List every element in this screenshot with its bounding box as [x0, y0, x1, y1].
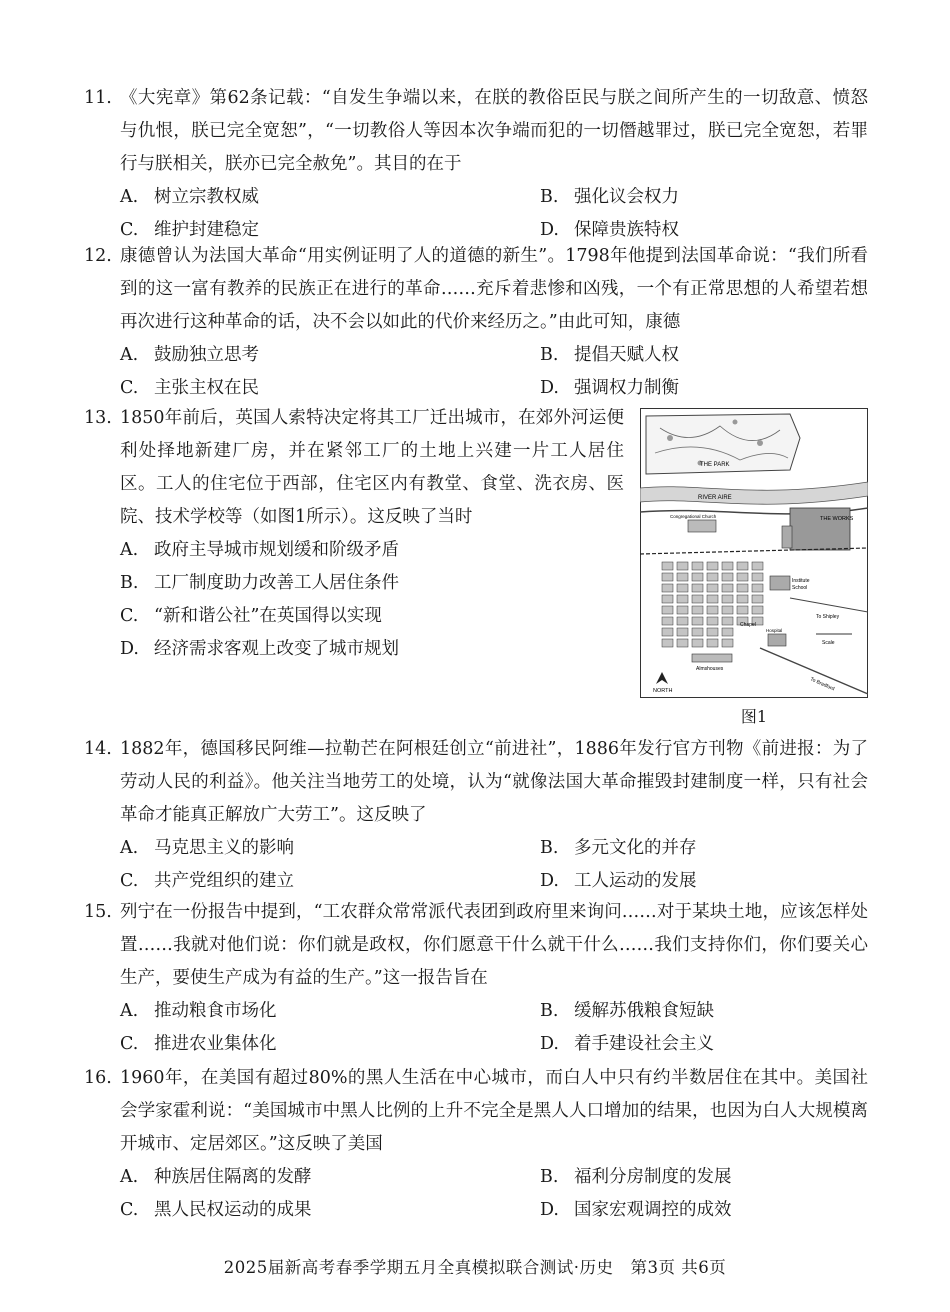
question-12	[84, 240, 868, 405]
church-label: Congregational Church	[670, 514, 717, 519]
housing-block	[752, 606, 763, 614]
option-b[interactable]: B. 缓解苏俄粮食短缺	[540, 1001, 714, 1021]
housing-block	[692, 562, 703, 570]
housing-block	[662, 573, 673, 581]
shipley-label: To Shipley	[816, 614, 840, 620]
housing-block	[692, 617, 703, 625]
almshouses-label: Almshouses	[696, 666, 724, 672]
options	[120, 534, 624, 666]
question-13	[84, 402, 624, 666]
housing-block	[662, 617, 673, 625]
option-b[interactable]: B. 提倡天赋人权	[540, 345, 679, 365]
question-stem: 列宁在一份报告中提到，“工农群众常常派代表团到政府里来询问……对于某块土地，应该怎样处置……我就对他们说：你们就是政权，你们愿意干什么就干什么……我们支持你们，你们要关心生产，要使生产成为有益的生产。”这一报告旨在	[120, 902, 868, 988]
housing-block	[662, 584, 673, 592]
housing-block	[692, 595, 703, 603]
option-d[interactable]: D. 国家宏观调控的成效	[540, 1200, 732, 1220]
question-stem: 1882年，德国移民阿维—拉勒芒在阿根廷创立“前进社”，1886年发行官方刊物《前进报：为了劳动人民的利益》。他关注当地劳工的处境，认为“就像法国大革命摧毁封建制度一样，只有社会革命才能真正解放广大劳工”。这反映了	[120, 739, 868, 825]
housing-block	[662, 562, 673, 570]
option-c[interactable]: C. 共产党组织的建立	[120, 871, 294, 891]
option-a[interactable]: A. 种族居住隔离的发酵	[120, 1167, 312, 1187]
option-c[interactable]: C. 主张主权在民	[120, 378, 259, 398]
park-area	[646, 414, 800, 474]
housing-block	[707, 573, 718, 581]
housing-block	[692, 584, 703, 592]
housing-block	[722, 584, 733, 592]
school-label: School	[792, 585, 808, 591]
housing-block	[737, 595, 748, 603]
option-c[interactable]: C. 推进农业集体化	[120, 1034, 277, 1054]
housing-block	[707, 617, 718, 625]
housing-block	[722, 573, 733, 581]
housing-block	[722, 639, 733, 647]
housing-block	[677, 628, 688, 636]
housing-block	[677, 562, 688, 570]
park-label: THE PARK	[700, 462, 730, 468]
option-a[interactable]: A. 推动粮食市场化	[120, 1001, 277, 1021]
bradford-label: To Bradford	[809, 676, 836, 693]
options	[120, 832, 868, 898]
option-c[interactable]: C. “新和谐公社”在英国得以实现	[120, 606, 382, 626]
institute-label: Institute	[792, 578, 810, 584]
works-area	[782, 508, 854, 550]
options	[120, 339, 868, 405]
question-stem: 康德曾认为法国大革命“用实例证明了人的道德的新生”。1798年他提到法国革命说：“我们所看到的这一富有教养的民族正在进行的革命……充斥着悲惨和凶残，一个有正常思想的人希望若想再次进行这种革命的话，决不会以如此的代价来经历之。”由此可知，康德	[120, 246, 868, 332]
housing-block	[677, 617, 688, 625]
housing-block	[677, 595, 688, 603]
question-number: 15.	[84, 902, 112, 922]
housing-block	[722, 628, 733, 636]
housing-block	[707, 606, 718, 614]
question-16	[84, 1062, 868, 1227]
option-b[interactable]: B. 多元文化的并存	[540, 838, 697, 858]
housing-block	[752, 595, 763, 603]
housing-block	[752, 562, 763, 570]
river-label: RIVER AIRE	[698, 495, 732, 501]
hospital-label: Hospital	[766, 628, 783, 633]
option-a[interactable]: A. 政府主导城市规划缓和阶级矛盾	[120, 540, 399, 560]
figure-caption: 图1	[740, 707, 768, 726]
almshouses-building	[692, 654, 732, 662]
options	[120, 995, 868, 1061]
housing-block	[677, 573, 688, 581]
option-d[interactable]: D. 强调权力制衡	[540, 378, 679, 398]
housing-block	[677, 606, 688, 614]
housing-block	[692, 573, 703, 581]
housing-block	[707, 628, 718, 636]
option-a[interactable]: A. 马克思主义的影响	[120, 838, 294, 858]
housing-block	[662, 595, 673, 603]
housing-block	[722, 606, 733, 614]
housing-block	[722, 617, 733, 625]
housing-block	[737, 573, 748, 581]
question-15	[84, 896, 868, 1061]
option-c[interactable]: C. 维护封建稳定	[120, 220, 259, 240]
works-label: THE WORKS	[820, 516, 854, 522]
option-c[interactable]: C. 黑人民权运动的成果	[120, 1200, 312, 1220]
option-d[interactable]: D. 保障贵族特权	[540, 220, 679, 240]
page-footer: 2025届新高考春季学期五月全真模拟联合测试·历史 第3页 共6页	[223, 1258, 727, 1277]
option-d[interactable]: D. 经济需求客观上改变了城市规划	[120, 639, 399, 659]
housing-block	[662, 639, 673, 647]
housing-block	[677, 639, 688, 647]
option-d[interactable]: D. 工人运动的发展	[540, 871, 697, 891]
housing-block	[737, 584, 748, 592]
question-stem: 1960年，在美国有超过80%的黑人生活在中心城市，而白人中只有约半数居住在其中。美国社会学家霍利说：“美国城市中黑人比例的上升不完全是黑人人口增加的结果，也因为白人大规模离开城市、定居郊区。”这反映了美国	[120, 1068, 868, 1154]
question-stem: 《大宪章》第62条记载：“自发生争端以来，在朕的教俗臣民与朕之间所产生的一切敌意、愤怒与仇恨，朕已完全宽恕”，“一切教俗人等因本次争端而犯的一切僭越罪过，朕已完全宽恕，若罪行与朕相关，朕亦已完全赦免”。其目的在于	[120, 88, 868, 174]
housing-block	[707, 562, 718, 570]
option-a[interactable]: A. 鼓励独立思考	[120, 345, 259, 365]
options	[120, 181, 868, 247]
housing-block	[662, 628, 673, 636]
options	[120, 1161, 868, 1227]
question-number: 14.	[84, 739, 112, 759]
housing-block	[677, 584, 688, 592]
housing-block	[662, 606, 673, 614]
north-label: NORTH	[653, 688, 673, 694]
housing-block	[707, 584, 718, 592]
housing-block	[752, 584, 763, 592]
housing-block	[707, 595, 718, 603]
question-number: 12.	[84, 246, 112, 266]
housing-block	[692, 639, 703, 647]
housing-block	[752, 573, 763, 581]
figure-1	[640, 408, 868, 727]
church-building	[688, 520, 716, 532]
housing-block	[722, 562, 733, 570]
question-number: 13.	[84, 408, 112, 428]
housing-block	[737, 606, 748, 614]
housing-block	[692, 606, 703, 614]
option-b[interactable]: B. 强化议会权力	[540, 187, 679, 207]
housing-block	[722, 595, 733, 603]
option-a[interactable]: A. 树立宗教权威	[120, 187, 259, 207]
option-d[interactable]: D. 着手建设社会主义	[540, 1034, 714, 1054]
scale-label: Scale	[822, 640, 835, 646]
question-stem: 1850年前后，英国人索特决定将其工厂迁出城市，在郊外河运便利处择地新建厂房，并在紧邻工厂的土地上兴建一片工人居住区。工人的住宅位于西部，住宅区内有教堂、食堂、洗衣房、医院、技术学校等（如图1所示）。这反映了当时	[120, 408, 624, 527]
option-b[interactable]: B. 工厂制度助力改善工人居住条件	[120, 573, 399, 593]
chapel-label: Chapel	[740, 622, 756, 628]
hospital-building	[768, 634, 786, 646]
town-map	[640, 408, 868, 698]
housing-block	[737, 562, 748, 570]
housing-block	[707, 639, 718, 647]
question-number: 11.	[84, 88, 112, 108]
question-14	[84, 733, 868, 898]
option-b[interactable]: B. 福利分房制度的发展	[540, 1167, 732, 1187]
question-number: 16.	[84, 1068, 112, 1088]
question-11	[84, 82, 868, 247]
institute-building	[770, 576, 790, 590]
housing-block	[692, 628, 703, 636]
